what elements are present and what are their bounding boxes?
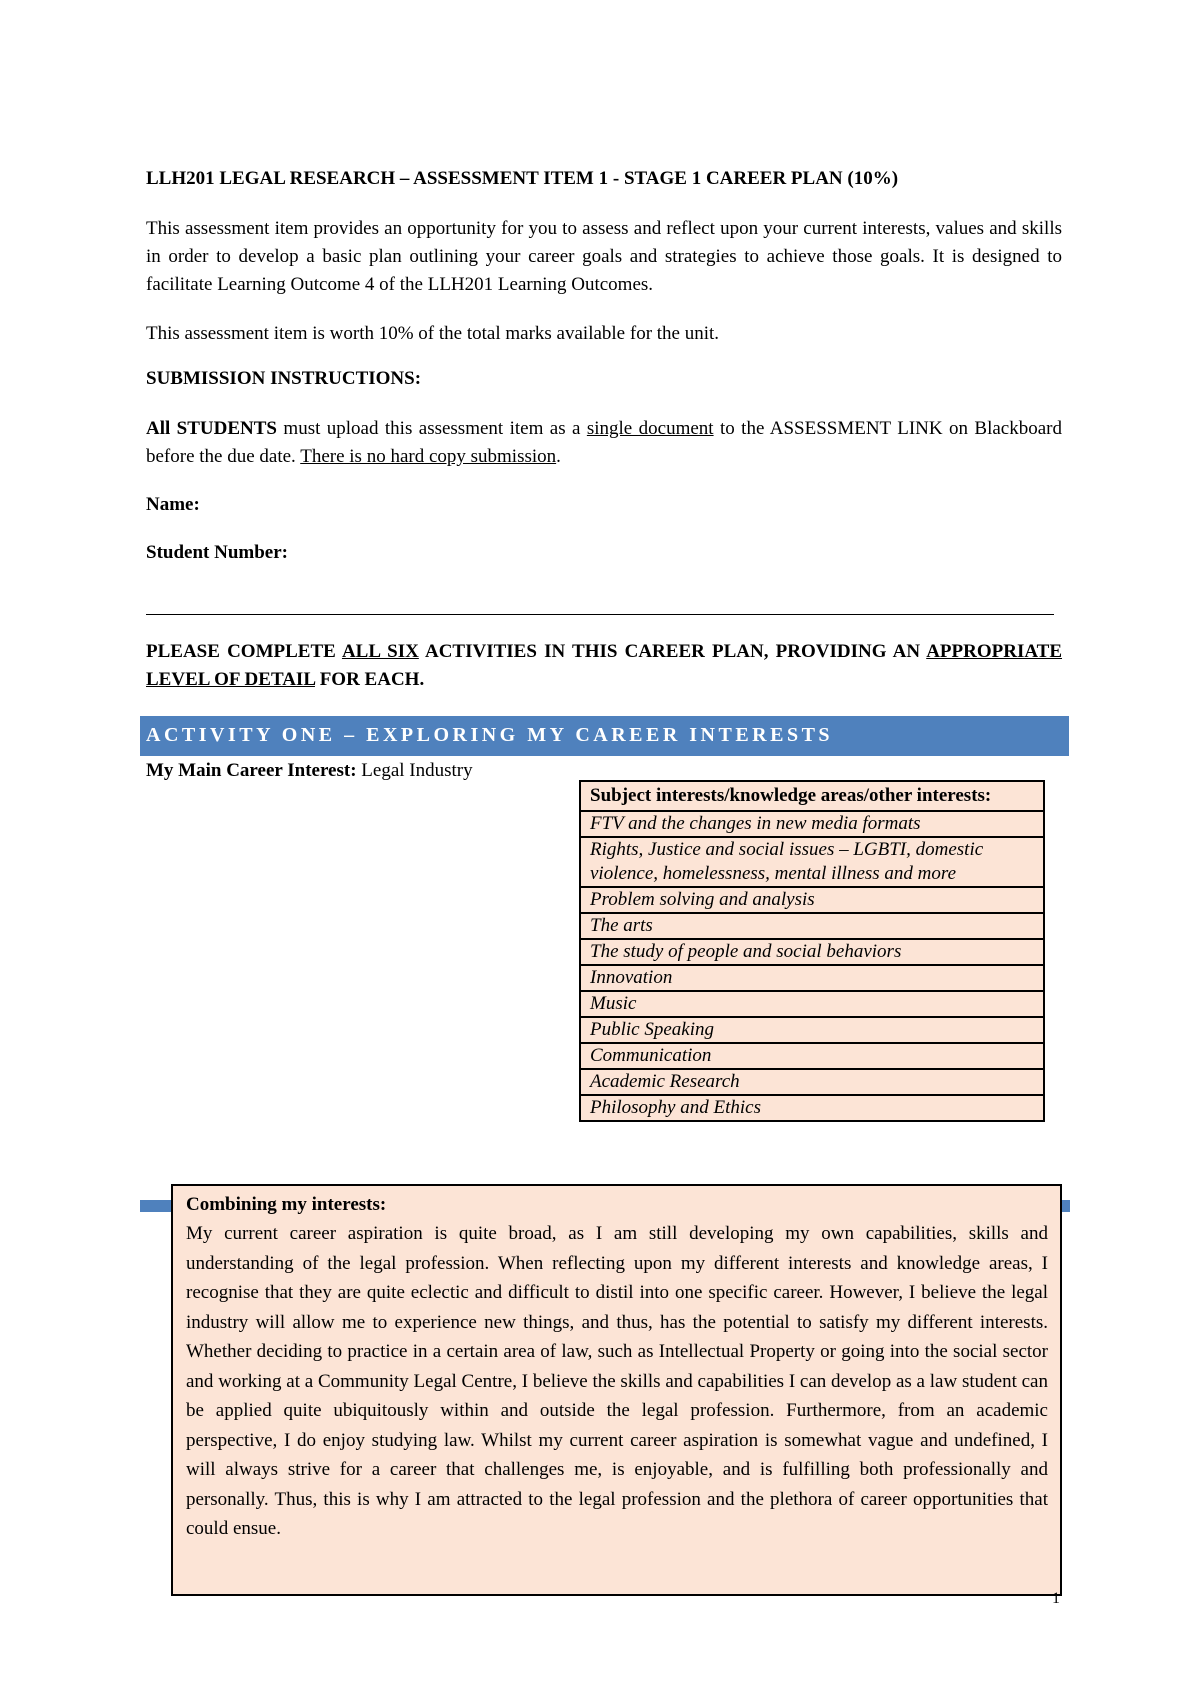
combining-interests-box [171,1184,1062,1596]
instructions-underline-1: ALL SIX [341,641,419,662]
student-number-label: Student Number: [146,542,288,563]
name-label: Name: [146,494,200,515]
table-row [580,1017,1044,1043]
table-row [580,1043,1044,1069]
table-row [580,1069,1044,1095]
worth-paragraph: This assessment item is worth 10% of the total marks available for the unit. [146,323,720,344]
activity-one-banner [140,716,1069,756]
table-row [580,1095,1044,1121]
main-interest-value: Legal Industry [356,760,473,781]
submission-text-3: . [556,446,561,467]
instructions-part-2: ACTIVITIES IN THIS CAREER PLAN, PROVIDING AN [418,641,927,662]
single-document-text: single document [586,418,714,439]
interest-item: Public Speaking [580,1017,1044,1043]
interest-item: Innovation [580,965,1044,991]
interest-item: Rights, Justice and social issues – LGBTI, domestic violence, homelessness, mental illness and more [580,837,1044,887]
instructions-paragraph [146,638,1062,694]
instructions-underline-2: APPROPRIATE LEVEL OF DETAIL [146,641,1063,690]
interest-item: Academic Research [580,1069,1044,1095]
submission-text-1: must upload this assessment item as a [277,418,587,439]
instructions-part-3: FOR EACH. [314,669,425,690]
submission-lead: All STUDENTS [146,418,278,439]
submission-heading: SUBMISSION INSTRUCTIONS: [146,368,422,389]
interest-item: FTV and the changes in new media formats [580,811,1044,837]
submission-paragraph [146,415,1062,471]
horizontal-rule [146,614,1054,615]
table-row [580,965,1044,991]
table-row [580,887,1044,913]
submission-text-2: to the ASSESSMENT LINK on Blackboard before the due date. [146,418,1062,467]
table-row [580,939,1044,965]
interest-item: Communication [580,1043,1044,1069]
activity-one-heading: ACTIVITY ONE – EXPLORING MY CAREER INTERESTS [146,724,834,746]
table-row [580,913,1044,939]
section-bar-left [140,1200,173,1212]
instructions-part-1: PLEASE COMPLETE [146,641,342,662]
no-hard-copy-text: There is no hard copy submission [300,446,557,467]
table-header-row [580,781,1044,811]
interests-table-header: Subject interests/knowledge areas/other interests: [580,781,1044,811]
document-title: LLH201 LEGAL RESEARCH – ASSESSMENT ITEM 1 - STAGE 1 CAREER PLAN (10%) [146,168,899,189]
main-career-interest [146,760,473,782]
interests-table [579,780,1045,1122]
table-row [580,811,1044,837]
interest-item: Problem solving and analysis [580,887,1044,913]
interest-item: Philosophy and Ethics [580,1095,1044,1121]
intro-paragraph: This assessment item provides an opportunity for you to assess and reflect upon your current interests, values and skills in order to develop a basic plan outlining your career goals and strategies to achieve those goals. It is designed to facilitate Learning Outcome 4 of the LLH201 Learning Outcomes. [146,218,1062,295]
table-row [580,837,1044,887]
page-number: 1 [1052,1590,1060,1607]
table-row [580,991,1044,1017]
combining-interests-title: Combining my interests: [186,1194,387,1215]
interest-item: The arts [580,913,1044,939]
combining-interests-body: My current career aspiration is quite broad, as I am still developing my own capabilities, skills and understanding of the legal profession. When reflecting upon my different interests and knowledge areas, I recognise that they are quite eclectic and difficult to distil into one specific career. However, I believe the legal industry will allow me to experience new things, and thus, has the potential to satisfy my different interests. Whether deciding to practice in a certain area of law, such as Intellectual Property or going into the social sector and working at a Community Legal Centre, I believe the skills and capabilities I can develop as a law student can be applied quite ubiquitously within and outside the legal profession. Furthermore, from an academic perspective, I do enjoy studying law. Whilst my current career aspiration is somewhat vague and undefined, I will always strive for a career that challenges me, is enjoyable, and is fulfilling both professionally and personally. Thus, this is why I am attracted to the legal profession and the plethora of career opportunities that could ensue. [186,1223,1048,1539]
interest-item: The study of people and social behaviors [580,939,1044,965]
main-interest-label: My Main Career Interest: [146,760,357,781]
interest-item: Music [580,991,1044,1017]
